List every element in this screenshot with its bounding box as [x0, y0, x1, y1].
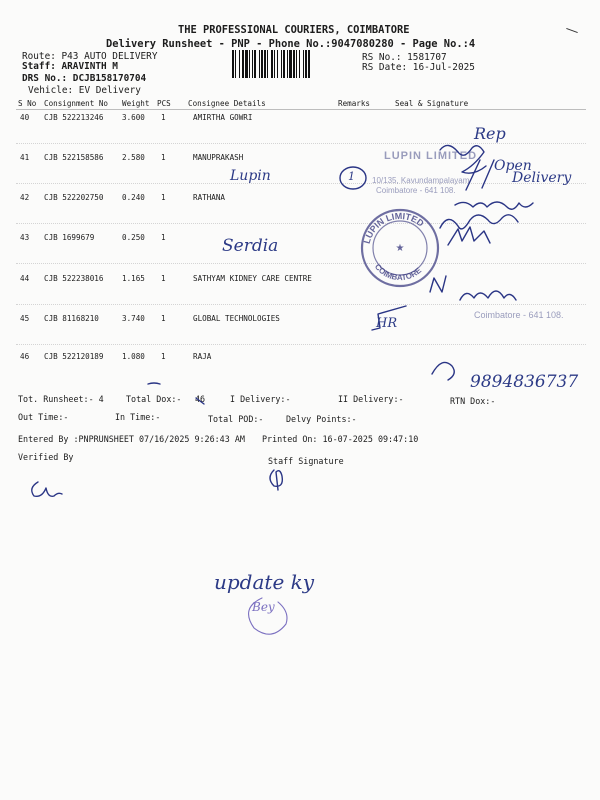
row-weight: 2.580 — [122, 153, 145, 162]
row-consignee: SATHYAM KIDNEY CARE CENTRE — [193, 274, 312, 283]
hand-update-by: update ky — [214, 570, 315, 594]
total-pod-label: Total POD:- — [208, 414, 264, 424]
row-sno: 42 — [20, 193, 30, 202]
hand-rep: Rep — [474, 124, 506, 143]
rs-number: RS No.: 1581707 — [362, 52, 447, 63]
row-weight: 3.740 — [122, 314, 145, 323]
hand-delivery: Delivery — [512, 170, 572, 186]
row-weight: 3.600 — [122, 113, 145, 122]
total-dox-label: Total Dox:- — [126, 394, 182, 404]
lupin-round-stamp-text: LUPIN LIMITED — [361, 210, 426, 245]
row-pcs: 1 — [161, 274, 166, 283]
ii-delivery-label: II Delivery:- — [338, 394, 404, 404]
col-seal: Seal & Signature — [395, 99, 469, 108]
row-sno: 44 — [20, 274, 30, 283]
row-consignment: CJB 522158586 — [44, 153, 104, 162]
row-consignee: RATHANA — [193, 193, 226, 202]
signature-scrawl-2 — [455, 202, 533, 209]
row-pcs: 1 — [161, 314, 166, 323]
route-label: Route: P43 AUTO DELIVERY — [22, 51, 158, 62]
svg-text:★: ★ — [395, 243, 405, 254]
row-consignee: MANUPRAKASH — [193, 153, 244, 162]
lupin-rect-stamp-title: LUPIN LIMITED — [384, 150, 478, 162]
hand-hr: HR — [376, 316, 398, 331]
row-weight: 1.080 — [122, 352, 145, 361]
row-consignment: CJB 522120189 — [44, 352, 104, 361]
col-sno: S No — [18, 99, 37, 108]
staff-signature-mark — [270, 470, 282, 490]
row-consignment: CJB 522213246 — [44, 113, 104, 122]
row-sno: 43 — [20, 233, 30, 242]
row-sno: 40 — [20, 113, 30, 122]
lupin-round-stamp — [362, 210, 438, 286]
i-delivery-label: I Delivery:- — [230, 394, 291, 404]
lupin-rect-stamp-line1: 10/135, Kavundampalayam — [372, 176, 470, 185]
row-consignment: CJB 1699679 — [44, 233, 95, 242]
row-sno: 45 — [20, 314, 30, 323]
row-pcs: 1 — [161, 113, 166, 122]
total-dox-count: 46 — [195, 394, 206, 404]
row-weight: 1.165 — [122, 274, 145, 283]
staff-signature-label: Staff Signature — [268, 456, 344, 466]
row-sno: 41 — [20, 153, 30, 162]
verified-signature — [32, 482, 62, 496]
col-remarks: Remarks — [338, 99, 371, 108]
row-pcs: 1 — [161, 233, 166, 242]
hand-serdia: Serdia — [222, 236, 279, 256]
rtn-dox-label: RTN Dox:- — [450, 396, 496, 406]
row-pcs: 1 — [161, 153, 166, 162]
in-time-label: In Time:- — [115, 412, 161, 422]
signature-scrawl-3 — [440, 215, 518, 229]
hand-initials: Bey — [252, 600, 275, 614]
col-consignment: Consignment No — [44, 99, 109, 108]
row-consignment: CJB 522202750 — [44, 193, 104, 202]
printed-on: Printed On: 16-07-2025 09:47:10 — [262, 434, 419, 444]
col-pcs: PCS — [157, 99, 171, 108]
delvy-points-label: Delvy Points:- — [286, 414, 357, 424]
handwriting-strokes — [32, 145, 533, 634]
signature-hook — [432, 362, 454, 380]
row-consignee: RAJA — [193, 352, 212, 361]
hand-open: Open — [494, 158, 532, 174]
row-consignee: AMIRTHA GOWRI — [193, 113, 253, 122]
staff-label: Staff: ARAVINTH M — [22, 61, 118, 72]
runsheet-subtitle: Delivery Runsheet - PNP - Phone No.:9047080280 - Page No.:4 — [106, 38, 476, 50]
signature-scrawl-1 — [440, 145, 486, 173]
verified-by-label: Verified By — [18, 452, 74, 462]
hand-phone: 9894836737 — [470, 372, 579, 392]
ipca-stamp-city: Coimbatore - 641 108. — [474, 310, 564, 320]
company-title: THE PROFESSIONAL COURIERS, COIMBATORE — [178, 24, 410, 36]
row-consignment: CJB 81168210 — [44, 314, 99, 323]
col-consignee: Consignee Details — [188, 99, 266, 108]
entered-by: Entered By :PNPRUNSHEET 07/16/2025 9:26:43 AM — [18, 434, 245, 444]
hand-circled-one: 1 — [348, 170, 355, 183]
vehicle-label: Vehicle: EV Delivery — [28, 85, 141, 96]
signature-n — [430, 276, 446, 292]
row-weight: 0.240 — [122, 193, 145, 202]
row-weight: 0.250 — [122, 233, 145, 242]
total-runsheet: Tot. Runsheet:- 4 — [18, 394, 104, 404]
hand-lupin: Lupin — [230, 168, 271, 184]
drs-label: DRS No.: DCJB158170704 — [22, 73, 147, 84]
row-sno: 46 — [20, 352, 30, 361]
row-pcs: 1 — [161, 352, 166, 361]
out-time-label: Out Time:- — [18, 412, 69, 422]
lupin-rect-stamp-line2: Coimbatore - 641 108. — [376, 186, 456, 195]
col-weight: Weight — [122, 99, 150, 108]
lupin-round-stamp-bottom: COIMBATORE — [372, 262, 424, 283]
row-consignment: CJB 522238016 — [44, 274, 104, 283]
signature-many — [460, 291, 516, 300]
row-consignee: GLOBAL TECHNOLOGIES — [193, 314, 280, 323]
signature-scrawl-4 — [448, 227, 490, 245]
row-pcs: 1 — [161, 193, 166, 202]
rs-date: RS Date: 16-Jul-2025 — [362, 62, 475, 73]
